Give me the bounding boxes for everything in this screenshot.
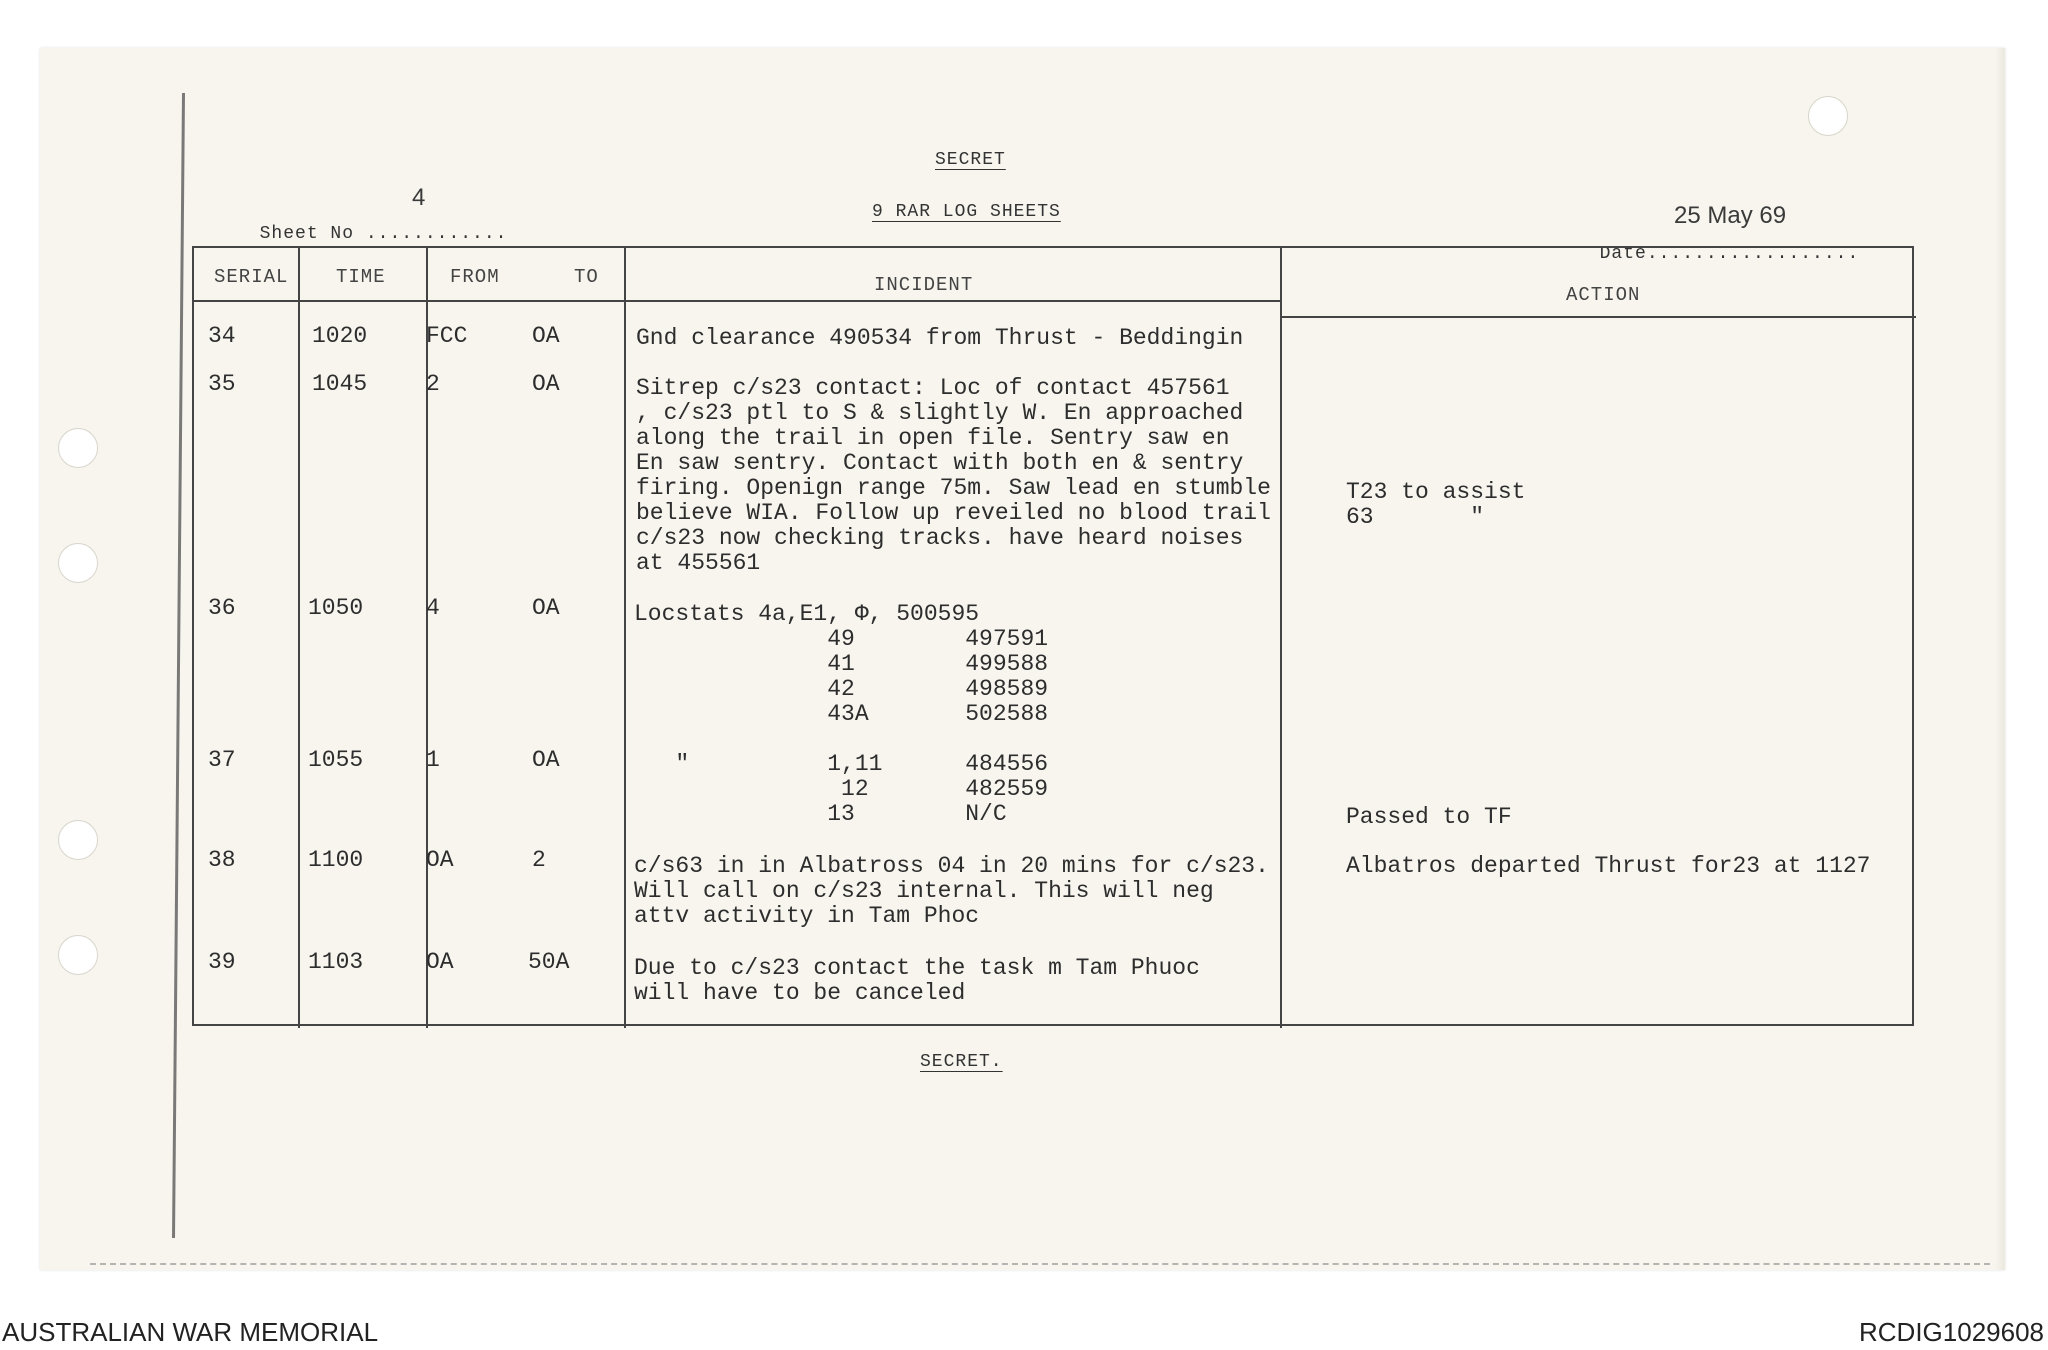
paper-edge-shade [1995, 48, 2005, 1270]
row-to: 50A [528, 949, 570, 975]
row-to: OA [532, 595, 560, 621]
row-serial: 39 [208, 949, 236, 975]
row-time: 1050 [308, 595, 364, 621]
header-divider [1280, 316, 1916, 318]
row-action: Passed to TF [1346, 804, 1512, 830]
punch-hole [58, 820, 98, 860]
row-from: OA [426, 847, 454, 873]
classification-bottom: SECRET. [920, 1052, 1003, 1072]
row-time: 1103 [308, 949, 364, 975]
archive-caption-bar [0, 1305, 2048, 1350]
row-incident: Gnd clearance 490534 from Thrust - Beddingin [636, 325, 1244, 351]
row-incident: " 1,11 484556 12 482559 13 N/C [675, 751, 1049, 827]
row-incident: Sitrep c/s23 contact: Loc of contact 457561 , c/s23 ptl to S & slightly W. En approached along the trail in open file. Sentry saw en En saw sentry. Contact with both en & sentry firing. Openign range 75m. Saw lead en stumble believe WIA. Follow up reveiled no blood trail c/s23 now checking tracks. have heard noises at 455561 [636, 375, 1271, 576]
row-from: 4 [426, 595, 440, 621]
header-divider [194, 300, 1280, 302]
archive-id: RCDIG1029608 [1859, 1317, 2044, 1347]
col-header-to: TO [574, 266, 599, 288]
archive-name: AUSTRALIAN WAR MEMORIAL [2, 1317, 379, 1347]
row-incident: c/s63 in in Albatross 04 in 20 mins for c/s23. Will call on c/s23 internal. This will neg attv activity in Tam Phoc [634, 853, 1269, 929]
col-header-serial: SERIAL [214, 266, 289, 288]
row-serial: 35 [208, 371, 236, 397]
row-time: 1100 [308, 847, 364, 873]
fold-line [90, 1263, 1990, 1265]
row-incident: Locstats 4a,E1, Φ, 500595 49 497591 41 499588 42 498589 43A 502588 [634, 601, 1049, 727]
punch-hole [58, 428, 98, 468]
row-time: 1055 [308, 747, 364, 773]
column-divider [298, 248, 300, 1028]
punch-hole [58, 543, 98, 583]
col-header-action: ACTION [1566, 284, 1641, 306]
row-to: 2 [532, 847, 546, 873]
date-dots: .................. [1646, 244, 1860, 264]
date-value: 25 May 69 [1674, 202, 1787, 229]
document-title: 9 RAR LOG SHEETS [872, 202, 1061, 222]
row-time: 1020 [312, 323, 368, 349]
row-from: FCC [426, 323, 468, 349]
row-serial: 38 [208, 847, 236, 873]
row-serial: 34 [208, 323, 236, 349]
classification-top: SECRET [935, 150, 1006, 170]
punch-hole [58, 935, 98, 975]
date-label-text: Date [1599, 244, 1647, 264]
row-action: T23 to assist 63 " [1346, 479, 1526, 530]
row-from: 2 [426, 371, 440, 397]
row-to: OA [532, 747, 560, 773]
col-header-from: FROM [450, 266, 500, 288]
column-divider [426, 248, 428, 1028]
log-table [192, 246, 1914, 1026]
row-to: OA [532, 371, 560, 397]
column-divider [1280, 248, 1282, 1028]
row-from: OA [426, 949, 454, 975]
row-incident: Due to c/s23 contact the task m Tam Phuoc will have to be canceled [634, 955, 1200, 1006]
column-divider [624, 248, 626, 1028]
col-header-time: TIME [336, 266, 386, 288]
row-from: 1 [426, 747, 440, 773]
sheet-number-label [236, 204, 507, 244]
sheet-dots: ............ [365, 224, 508, 244]
row-to: OA [532, 323, 560, 349]
row-serial: 37 [208, 747, 236, 773]
row-action: Albatros departed Thrust for23 at 1127 [1346, 853, 1871, 879]
sheet-label: Sheet No [259, 224, 355, 244]
col-header-incident: INCIDENT [874, 274, 974, 296]
row-serial: 36 [208, 595, 236, 621]
sheet-number-value: 4 [412, 184, 426, 211]
margin-line [172, 93, 185, 1238]
row-time: 1045 [312, 371, 368, 397]
punch-hole [1808, 96, 1848, 136]
